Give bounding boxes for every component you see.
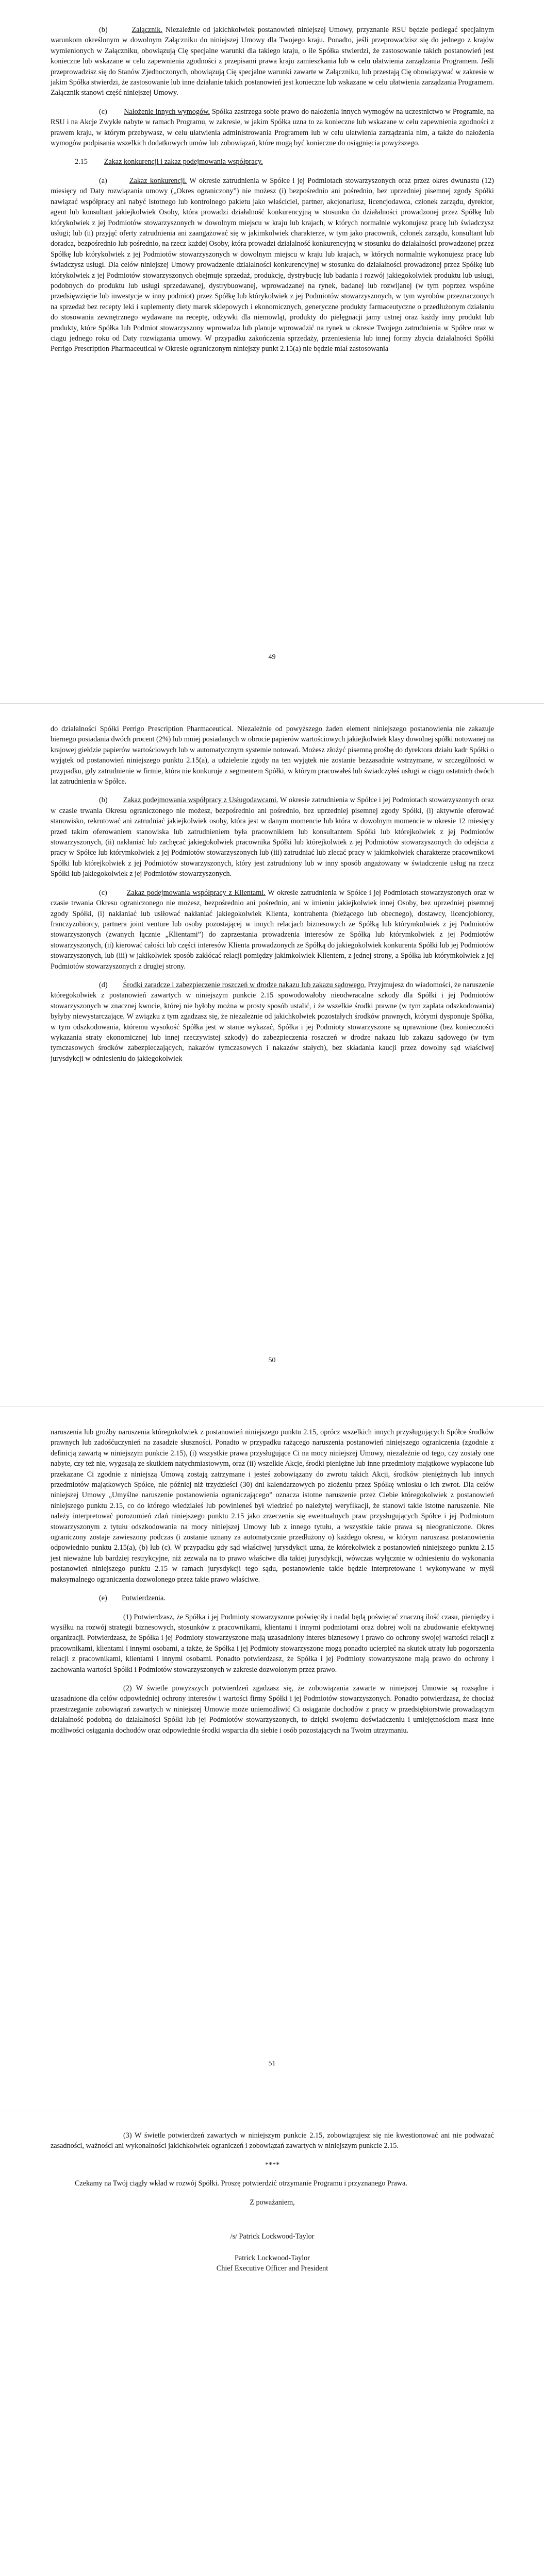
clause-label: (c) bbox=[99, 107, 107, 116]
clause-title: Zakaz konkurencji. bbox=[129, 176, 187, 185]
paragraph-continuation: do działalności Spółki Perrigo Prescription Pharmaceutical. Niezależnie od powyższego żaden element niniejszego postanowienia nie zakazuje biernego posiadania dwóch procent (2%) lub mniej posiadanych w obrocie papierów wartościowych jakiejkolwiek klasy dowolnej spółki notowanej na krajowej giełdzie papierów wartościowych lub w automatycznym systemie notowań. Możesz złożyć pisemną prośbę do dyrektora działu kadr Spółki o wyjątek od postanowień niniejszego punktu 2.15(a), a udzielenie zgody na ten wyjątek nie zostanie bezzasadnie wstrzymane, w szczególności w przypadku, gdy zatrudnienie w firmie, która nie konkuruje z segmentem Spółki, w którym pracowałeś lub świadczyłeś usługi w ciągu ostatnich dwóch lat zatrudnienia w Spółce. bbox=[51, 725, 494, 786]
section-2-15-heading bbox=[51, 157, 494, 167]
page-52 bbox=[0, 2110, 544, 2576]
clause-label: (b) bbox=[99, 26, 108, 34]
page-50 bbox=[0, 703, 544, 1406]
page-52-content bbox=[51, 2130, 494, 2274]
page-51 bbox=[0, 1406, 544, 2110]
clause-text: W okresie zatrudnienia w Spółce i jej Podmiotach stowarzyszonych oraz w czasie trwania Okresu ograniczonego nie możesz, bezpośrednio ani pośrednio, bez uprzedniej pisemnej zgody Spółki, (i) aktywnie oferować stanowisko, rekrutować ani zatrudniać jakiejkolwiek osoby, która jest w danym momencie lub która w dowolnym momencie w okresie 12 miesięcy przed takim oferowaniem stanowiska lub zatrudnieniem była pracownikiem lub konsultantem Spółki lub którejkolwiek z jej Podmiotów stowarzyszonych, (ii) nakłaniać lub zachęcać jakiegokolwiek pracownika Spółki lub którejkolwiek z jej Podmiotów stowarzyszonych do odejścia z pracy w Spółce lub którymkolwiek z jej Podmiotów stowarzyszonych lub (iii) zatrudniać lub zlecać pracy w jakimkolwiek charakterze pracownikowi Spółki lub którejkolwiek z jej Podmiotów stowarzyszonych, który jest zatrudniony lub w inny sposób angażowany w świadczenie usług na rzecz Spółki lub jakiegokolwiek z jej Podmiotów stowarzyszonych. bbox=[51, 796, 494, 878]
acknowledgement-1: (1) Potwierdzasz, że Spółka i jej Podmioty stowarzyszone poświęciły i nadal będą poświęcać znaczną ilość czasu, pieniędzy i wysiłku na rozwój strategii biznesowych, stosunków z pracownikami, klientami i innymi podmiotami oraz dobrej woli na zbudowanie efektywnej organizacji. Potwierdzasz, że Spółka i jej Podmioty stowarzyszone mają uzasadniony interes biznesowy i prawo do ochrony swojej wartości relacji z pracownikami, klientami i innymi osobami, a także, że Spółka i jej Podmioty stowarzyszone mogą ponadto ucierpieć na skutek utraty lub pogorszenia relacji z pracownikami, klientami i innymi osobami. Ponadto potwierdzasz, że Spółka i jej Podmioty stowarzyszone mają prawo do ochrony i zachowania wartości Spółki i Podmiotów stowarzyszonych w zakresie dozwolonym przez prawo. bbox=[51, 1613, 494, 1674]
separator-stars: **** bbox=[265, 2160, 280, 2169]
clause-label: (e) bbox=[99, 1594, 107, 1603]
clause-label: (a) bbox=[99, 176, 107, 185]
clause-label: (c) bbox=[99, 888, 107, 897]
clause-title: Środki zaradcze i zabezpieczenie roszczeń w drodze nakazu lub zakazu sądowego. bbox=[123, 980, 366, 989]
signature: /s/ Patrick Lockwood-Taylor bbox=[230, 2232, 315, 2241]
clause-title: Nałożenie innych wymogów. bbox=[124, 107, 210, 116]
acknowledgement-2: (2) W świetle powyższych potwierdzeń zgadzasz się, że zobowiązania zawarte w niniejszej Umowie są rozsądne i uzasadnione dla celów odpowiedniej ochrony interesów i wartości firmy Spółki i jej Podmiotów stowarzyszonych. Ponadto potwierdzasz, że chociaż przestrzeganie zobowiązań zawartych w niniejszej Umowie może uniemożliwić Ci osiąganie dochodów z pracy w przedsiębiorstwie prowadzącym działalność podobną do działalności Spółki lub jej Podmiotów stowarzyszonych, to dzięki swojemu doświadczeniu i umiejętnościom masz inne możliwości osiągania dochodów oraz odpowiednie środki wsparcia dla siebie i osób pozostających na Twoim utrzymaniu. bbox=[51, 1684, 494, 1735]
paragraph-e-acknowledgements-heading bbox=[51, 1593, 494, 1603]
clause-text: Niezależnie od jakichkolwiek postanowień niniejszej Umowy, przyznanie RSU będzie podlegać specjalnym warunkom określonym w dowolnym Załączniku do niniejszej Umowy dla Twojego kraju. Ponadto, jeśli przeprowadzisz się do jednego z krajów wymienionych w Załączniku, obowiązują Cię specjalne warunki dla takiego kraju, o ile Spółka stwierdzi, że zastosowanie takich postanowień jest konieczne lub wskazane w celu zapewnienia zgodności z przepisami prawa kraju zamieszkania lub w celu ułatwienia zarządzania Programem. Jeśli przeprowadzisz się do Stanów Zjednoczonych, obowiązują Cię specjalne warunki zawarte w Załączniku, lub przestają Cię obowiązywać w zakresie w jakim Spółka stwierdzi, że zastosowanie lub inne działanie takich postanowień jest konieczne lub wskazane w celu ułatwienia zarządzania Programem. Załącznik stanowi część niniejszej Umowy. bbox=[51, 26, 494, 97]
clause-text: W okresie zatrudnienia w Spółce i jej Podmiotach stowarzyszonych oraz w czasie trwania Okresu ograniczonego nie możesz, bezpośrednio ani pośrednio, ani w imieniu jakiejkolwiek innej Osoby, bez uprzedniej pisemnej zgody Spółki, (i) nakłaniać lub usiłować nakłaniać jakiegokolwiek Klienta, kontrahenta (bieżącego lub obecnego), dostawcy, licencjobiorcy, franczyzobiorcy, partnera joint venture lub osoby pozostającej w innych relacjach biznesowych ze Spółką lub którymkolwiek z jej Podmiotów stowarzyszonych (zwanych łącznie „Klientami”) do zaprzestania prowadzenia interesów ze Spółką lub którymkolwiek z jej Podmiotów stowarzyszonych, (ii) kierować całości lub części interesów Klienta prowadzonych ze Spółką do jakiegokolwiek konkurenta Spółki lub jej Podmiotów stowarzyszonych, lub (iii) w jakikolwiek sposób zakłócać relacji pomiędzy jakimkolwiek Klientem, z jednej strony, a Spółką lub którymkolwiek z jej Podmiotów stowarzyszonych z drugiej strony. bbox=[51, 888, 494, 971]
paragraph-d-remedies bbox=[51, 980, 494, 1064]
page-49 bbox=[0, 0, 544, 703]
clause-text: Spółka zastrzega sobie prawo do nałożenia innych wymogów na uczestnictwo w Programie, na RSU i na Akcje Zwykłe nabyte w ramach Programu, w zakresie, w jakim Spółka uzna to za konieczne lub wskazane w celu zapewnienia zgodności z prawem kraju, w którym przebywasz, w celu ułatwienia administrowania Programem lub w celu ułatwienia zarządzania nim, a także do nałożenia wymogów podpisania wszelkich dodatkowych umów lub zobowiązań, które mogą być konieczne do osiągnięcia powyższego. bbox=[51, 107, 494, 148]
page-number: 51 bbox=[268, 2060, 276, 2067]
clause-title: Zakaz podejmowania współpracy z Usługodawcami. bbox=[123, 796, 278, 805]
signatory-position: Chief Executive Officer and President bbox=[216, 2264, 328, 2273]
section-title: Zakaz konkurencji i zakaz podejmowania współpracy. bbox=[104, 158, 263, 166]
clause-label: (b) bbox=[99, 796, 108, 805]
paragraph-c-other-requirements bbox=[51, 107, 494, 149]
section-number: 2.15 bbox=[75, 158, 88, 166]
acknowledgement-3: (3) W świetle potwierdzeń zawartych w niniejszym punkcie 2.15, zobowiązujesz się nie kwestionować ani nie podważać zasadności, ważności ani wykonalności jakichkolwiek ograniczeń i zobowiązań zawartych w niniejszym punkcie 2.15. bbox=[51, 2131, 494, 2150]
paragraph-a-non-compete bbox=[51, 176, 494, 354]
paragraph-continuation: naruszenia lub groźby naruszenia któregokolwiek z postanowień niniejszego punktu 2.15, oprócz wszelkich innych przysługujących Spółce środków prawnych lub zadośćuczynień na zasadzie słuszności. Ponadto w przypadku rażącego naruszenia postanowień niniejszego ograniczenia (zgodnie z definicją zawartą w niniejszym punkcie 2.15), (i) wszystkie prawa przysługujące Ci na mocy niniejszej Umowy, niezależnie od tego, czy zostały one nabyte, czy też nie, wygasają ze skutkiem natychmiastowym, oraz (ii) wszelkie Akcje, środki pieniężne lub inne przedmioty majątkowe wypłacone lub przekazane Ci zgodnie z niniejszą Umową zostają zatrzymane i jesteś zobowiązany do zwrotu takich Akcji, środków pieniężnych lub innych przedmiotów majątkowych Spółce, nie później niż trzydzieści (30) dni kalendarzowych po złożeniu przez Spółkę wniosku o ich zwrot. Dla celów niniejszej Umowy „Umyślne naruszenie postanowienia ograniczającego” oznacza istotne naruszenie przez Ciebie któregokolwiek z postanowień niniejszego punktu 2.15, co do którego wiedziałeś lub powinieneś był wiedzieć po należytej weryfikacji, że stanowi takie istotne naruszenie. Nie należy interpretować porozumień zdań niniejszego punktu 2.15 jako zrzeczenia się ewentualnych praw przysługujących Spółce i jej Podmiotom stowarzyszonym z tytułu odszkodowania na mocy niniejszej Umowy lub z innego tytułu, a wszystkie takie prawa są nieograniczone. Okres ograniczony zostaje zawieszony podczas (i zostanie uznany za automatycznie przedłużony o) każdego okresu, w którym naruszasz postanowienia odpowiednio punktu 2.15(a), (b) lub (c). W przypadku gdy sąd właściwej jurysdykcji uzna, że którekolwiek z postanowień niniejszego punktu 2.15 jest nieważne lub bardziej restrykcyjne, niż zezwala na to prawo właściwe dla takiej jurysdykcji, wówczas wyłącznie w odniesieniu do wykonania postanowień niniejszego punktu 2.15 w ramach jurysdykcji tego sądu, postanowienie takie będzie interpretowane i wykonywane w myśl maksymalnego ograniczenia dozwolonego przez takie prawo właściwe. bbox=[51, 1428, 494, 1584]
page-number: 49 bbox=[268, 653, 276, 661]
clause-title: Zakaz podejmowania współpracy z Klientami. bbox=[126, 888, 266, 897]
signatory-name: Patrick Lockwood-Taylor bbox=[235, 2253, 310, 2262]
page-49-content bbox=[51, 25, 494, 363]
closing-paragraph: Czekamy na Twój ciągły wkład w rozwój Spółki. Proszę potwierdzić otrzymanie Programu i przyznanego Prawa. bbox=[75, 2179, 407, 2188]
clause-text: W okresie zatrudnienia w Spółce i jej Podmiotach stowarzyszonych oraz przez okres dwunastu (12) miesięcy od Daty rozwiązania umowy („Okres ograniczony”) nie możesz (i) bezpośrednio ani pośrednio, bez uprzedniej pisemnej zgody Spółki nawiązać współpracy ani nabyć istotnego lub kontrolnego pakietu jako właściciel, partner, akcjonariusz, licencjodawca, członek zarządu, dyrektor, agent lub konsultant jakiejkolwiek Osoby, która prowadzi działalność konkurencyjną w stosunku do działalności prowadzonej przez Spółkę lub którykolwiek z jej Podmiotów stowarzyszonych w dowolnym miejscu w kraju lub krajach, w których normalnie wykonujesz pracę lub świadczysz usługi; lub (ii) przyjąć oferty zatrudnienia ani zaangażować się w jakimkolwiek charakterze, w tym jako pracownik, członek zarządu, konsultant lub doradca, bezpośrednio lub pośrednio, na rzecz każdej Osoby, która prowadzi działalność konkurencyjną w stosunku do działalności prowadzonej przez Spółkę lub którykolwiek z jej Podmiotów stowarzyszonych w dowolnym miejscu w kraju lub krajach, w których normalnie wykonujesz pracę lub świadczysz usługi. Dla celów niniejszej Umowy prowadzenie działalności konkurencyjnej w stosunku do działalności prowadzonej przez Spółkę lub którykolwiek z jej Podmiotów stowarzyszonych obejmuje sprzedaż, produkcję, dystrybucję lub badania i rozwój jakiegokolwiek produktu lub usługi, podobnych do produktu lub usługi sprzedawanej, dystrybuowanej, wprowadzanej na rynek, badanej lub rozwijanej (w tym poprzez wspólne przedsięwzięcie lub inwestycje w inny podmiot) przez Spółkę lub którykolwiek z jej Podmiotów stowarzyszonych, w tym wyrobów przeznaczonych na sprzedaż bez recepty leki i suplementy diety marek sklepowych i ekonomicznych, generyczne produkty farmaceutyczne o przedłużonym działaniu do stosowania zewnętrznego wydawane na receptę, odżywki dla niemowląt, produkty do pielęgnacji jamy ustnej oraz każdy inny produkt lub produkty, które Spółka lub Podmiot stowarzyszony wprowadza lub planuje wprowadzić na rynek w okresie Twojego zatrudnienia w Spółce oraz w ciągu jednego roku od Daty rozwiązania umowy. W przypadku zakończenia sprzedaży, przeniesienia lub innej formy zbycia działalności Spółki Perrigo Prescription Pharmaceutical w Okresie ograniczonym niniejszy punkt 2.15(a) nie będzie miał zastosowania bbox=[51, 176, 494, 353]
page-50-content bbox=[51, 724, 494, 1072]
paragraph-b-appendix bbox=[51, 25, 494, 98]
paragraph-c-non-solicit-clients bbox=[51, 888, 494, 972]
page-number: 50 bbox=[268, 1357, 276, 1364]
clause-title: Potwierdzenia. bbox=[122, 1594, 166, 1603]
clause-text: Przyjmujesz do wiadomości, że naruszenie któregokolwiek z postanowień zawartych w niniejszym punkcie 2.15 spowodowałoby nieodwracalne szkody dla Spółki i jej Podmiotów stowarzyszonych w znacznej kwocie, której nie byłoby można w prosty sposób ustalić, i że wszelkie środki prawne (w tym zapłata odszkodowania) byłyby niewystarczające. W związku z tym zgadzasz się, że niezależnie od jakichkolwiek pozostałych środków prawnych, którymi dysponuje Spółka, w tym odszkodowania, któremu wysokość Spółka jest w stanie wykazać, Spółka i jej Podmioty stowarzyszone są uprawnione (bez konieczności wykazania straty ekonomicznej lub innej rzeczywistej szkody) do zabezpieczenia roszczeń w drodze nakazu lub zakazu sądowego (w tym tymczasowych środków zabezpieczających, nakazów tymczasowych i nakazów stałych), bez składania kaucji przez dowolny sąd właściwej jurysdykcji w odniesieniu do jakiegokolwiek bbox=[51, 980, 494, 1063]
clause-label: (d) bbox=[99, 980, 108, 989]
clause-title: Załącznik. bbox=[131, 26, 162, 34]
paragraph-b-non-solicit-employees bbox=[51, 795, 494, 879]
regards: Z poważaniem, bbox=[250, 2198, 295, 2207]
page-51-content bbox=[51, 1427, 494, 1744]
